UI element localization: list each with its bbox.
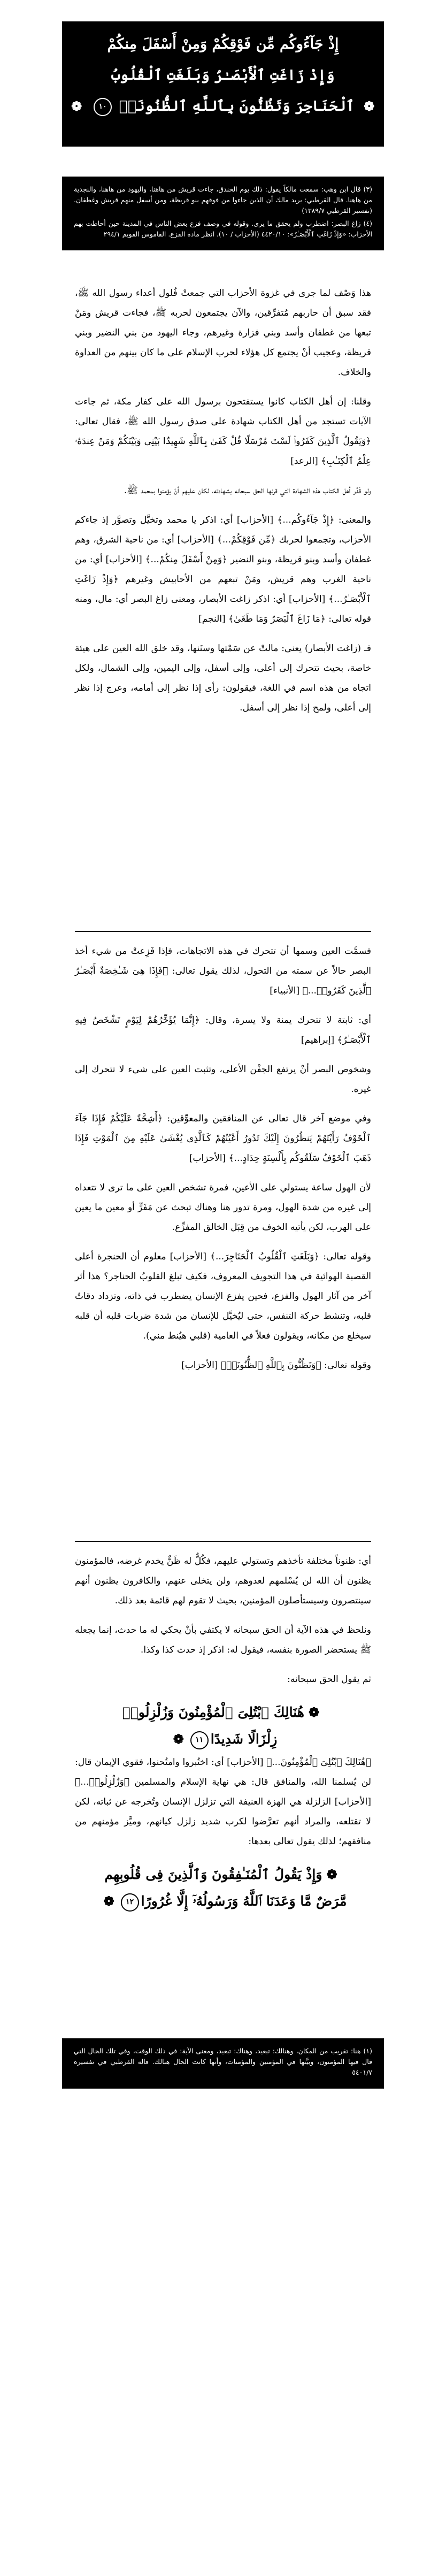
paragraph: أي: ظنوناً مختلفة تأخذهم وتستولي عليهم، فكُلٌّ له ظَنٌّ يخدم غرضه، فالمؤمنون يظنون أن الله لن يُسْلمهم لعدوهم، ولن يتخلى عنهم، والكافرون يظنون أنهم سينتصرون وسيستأصلون المؤمنين، بحيث لا تقوم لهم قائمة بعد ذلك. xyxy=(75,1556,371,1606)
paragraph: ثم يقول الحق سبحانه: xyxy=(287,1674,371,1685)
inline-verse-line xyxy=(75,1699,371,1726)
inline-verse-line-text: زِلْزَالًا شَدِيدًا xyxy=(210,1731,278,1747)
inline-verse-line-text: مَّرَضٌ مَّا وَعَدَنَا ٱللَّهُ وَرَسُولُهُۥٓ إِلَّا غُرُورًا xyxy=(141,1893,347,1909)
ornament-icon: ❁ xyxy=(71,98,82,114)
header-note-2: (٤) زاغ البصر: اضطرب ولم يحقق ما يرى. وقوله في وصف فزع بعض الناس في المدينة حين أحاطت بهم الأحزاب: «وَإِذْ زَاغَتِ ٱلْأَبْصَـٰرُ»: ٤٤٢٠/١٠ (الأحزاب / ١٠). انظر مادة الفزع. القاموس القويم ٢٩٤/١ xyxy=(74,219,372,238)
header-verse-line-1: إِذْ جَآءُوكُم مِّن فَوْقِكُمْ وَمِنْ أَسْفَلَ مِنكُمْ xyxy=(107,36,339,52)
header-verse-line-3-text: ٱلْحَنَاجِرَ وَتَظُنُّونَ بِٱللَّهِ ٱلظُّنُونَا۠ xyxy=(119,98,355,114)
ayah-number-badge: ١١ xyxy=(190,1731,209,1749)
paragraph: والمعنى: ﴿إِذْ جَآءُوكُم...﴾ [الأحزاب] أي: اذكر يا محمد وتخيَّل وتصوَّر إذ جاءكم الأحزاب، وتجمعوا لحربك ﴿مِّن فَوْقِكُمْ...﴾ [الأحزاب] أي: من ناحية الشرق، وهم غطفان وأسد وبنو قريظة، وبنو النضير ﴿وَمِنْ أَسْفَلَ مِنكُمْ...﴾ [الأحزاب] أي: من ناحية الغرب وهم قريش، ومَنْ تبعهم من الأحابيش وغيرهم ﴿وَإِذْ زَاغَتِ ٱلْأَبْصَـٰرُ...﴾ [الأحزاب] أي: اذكر زاغت الأبصار، ومعنى زاغ البصر أي: مال، ومنه قوله تعالى: ﴿مَا زَاغَ ٱلْبَصَرُ وَمَا طَغَىٰ﴾ [النجم] xyxy=(75,515,371,624)
paragraph: وقوله تعالى: ﴿وَتَظُنُّونَ بِٱللَّهِ ٱلظُّنُونَا۠﴾ [الأحزاب] xyxy=(181,1360,371,1371)
book-page xyxy=(62,0,384,2576)
commentary-section-1 xyxy=(62,284,384,728)
paragraph: وقلنا: إن أهل الكتاب كانوا يستفتحون برسول الله على كفار مكة، ثم جاءت الآيات تستجد من أهل الكتاب شهادة على صدق رسول الله ﷺ، فقال تعالى: ﴿وَيَقُولُ ٱلَّذِينَ كَفَرُوا۟ لَسْتَ مُرْسَلًا قُلْ كَفَىٰ بِٱللَّهِ شَهِيدًۢا بَيْنِى وَبَيْنَكُمْ وَمَنْ عِندَهُۥ عِلْمُ ٱلْكِتَـٰبِ﴾ [الرعد] xyxy=(75,396,371,467)
inline-verse-line-text: هُنَالِكَ ٱبْتُلِىَ ٱلْمُؤْمِنُونَ وَزُلْزِلُوا۟ xyxy=(122,1704,304,1720)
paragraph: ونلحظ في هذه الآية أن الحق سبحانه لا يكتفي بأنْ يحكي له ما حدث، إنما يجعله ﷺ يستحضر الصورة بنفسه، فيقول له: اذكر إذ حدث كذا وكذا. xyxy=(75,1625,371,1655)
ayah-number-badge: ١٢ xyxy=(121,1893,139,1912)
ornament-icon: ❁ xyxy=(103,1893,114,1909)
inline-verse-12 xyxy=(75,1861,371,1915)
inline-verse-11 xyxy=(75,1699,371,1753)
header-note-1: (٣) قال ابن وهب: سمعت مالكاً يقول: ذلك يوم الخندق، جاءت قريش من هاهنا، واليهود من هاهنا، والنجدية من هاهنا. قال القرطبي: يريد مالك أن الذين جاءوا من فوقهم بنو قريظة، ومن أسفل منهم قريش وغطفان. (تفسير القرطبي ١٣٨٩/٧) xyxy=(74,185,372,215)
page-divider xyxy=(75,931,371,932)
paragraph: وقوله تعالى: ﴿وَبَلَغَتِ ٱلْقُلُوبُ ٱلْحَنَاجِرَ...﴾ [الأحزاب] معلوم أن الحنجرة أعلى القصبة الهوائية في هذا التجويف المعروف، فكيف تبلغ القلوبُ الحناجر؟ هذا أثر آخر من آثار الهول والفزع، فحين يفزع الإنسان يضطرب في ذاته، وتزداد دقاتُ قلبه، وتنشط حركة التنفس، حتى ليُخيَّل للإنسان من شدة ضربات قلبه أن قلبه سيخلع من مكانه، ويقولون فعلاً في العامية (قلبي هيُنط مني). xyxy=(75,1251,371,1341)
inline-verse-line-text: وَإِذْ يَقُولُ ٱلْمُنَـٰفِقُونَ وَٱلَّذِينَ فِى قُلُوبِهِم xyxy=(104,1867,322,1882)
ayah-number-badge: ١٠ xyxy=(94,98,112,116)
header-verse-line-3 xyxy=(62,91,384,122)
ornament-icon: ❁ xyxy=(308,1704,320,1720)
paragraph: وشخوص البصر أنْ يرتفع الجفْن الأعلى، وتثبت العين على شيء لا تتحرك إلى غيره. xyxy=(75,1064,371,1095)
inline-verse-line xyxy=(75,1726,371,1753)
page-divider xyxy=(75,1541,371,1542)
ornament-icon: ❁ xyxy=(173,1731,184,1747)
footnote-text: (١) هنا: تقريب من المكان، وهنالك: تبعيد، وهناك: تبعيد، ومعنى الآية: في ذلك الوقت، وفي تلك الحال التي قال فيها المؤمنون، وبيَّنها في المؤمنين والمؤمنات، وأنها كانت الحال هنالك. قاله القرطبي في تفسيره ٥٤٠١/٧ xyxy=(74,2047,372,2076)
footnote-box xyxy=(62,2038,384,2089)
commentary-section-3 xyxy=(62,1551,384,1915)
paragraph: فـ (زاغت الأبصار) يعني: مالتْ عن سَمْتها وسنَنها، وقد خلق الله العين على هيئة خاصة، بحيث تتحرك إلى أعلى، وإلى أسفل، وإلى اليمين، وإلى الشمال، ولكل اتجاه من هذه اسم في اللغة، فيقولون: رأى إذا نظر إلى أمامه، وعرج إذا نظر إلى أعلى، ولمح إذا نظر إلى أسفل. xyxy=(75,643,371,713)
inline-verse-line xyxy=(75,1861,371,1888)
inline-verse-line xyxy=(75,1888,371,1915)
paragraph: ﴿هُنَالِكَ ٱبْتُلِىَ ٱلْمُؤْمِنُونَ...﴾ [الأحزاب] أي: اختُبروا وامتُحنوا، فقوي الإيمان قال: لن يُسلمنا الله، والمنافق قال: هي نهاية الإسلام والمسلمين ﴿وَزُلْزِلُوا۟...﴾ [الأحزاب] الزلزلة هي الهزة العنيفة التي تزلزل الإنسان وتُخرجه عن ثباته، لكن لا تقتلعه، والمراد أنهم تعرَّضوا لكرب شديد زلزل كيانهم، وميَّز مؤمنهم من منافقهم؛ لذلك يقول تعالى بعدها: xyxy=(75,1757,371,1847)
ornament-icon: ❁ xyxy=(326,1867,337,1882)
paragraph: وفي موضع آخر قال تعالى عن المنافقين والمعوِّقين: ﴿أَشِحَّةً عَلَيْكُمْ فَإِذَا جَآءَ ٱلْخَوْفُ رَأَيْتَهُمْ يَنظُرُونَ إِلَيْكَ تَدُورُ أَعْيُنُهُمْ كَٱلَّذِى يُغْشَىٰ عَلَيْهِ مِنَ ٱلْمَوْتِ فَإِذَا ذَهَبَ ٱلْخَوْفُ سَلَقُوكُم بِأَلْسِنَةٍ حِدَادٍ...﴾ [الأحزاب] xyxy=(75,1113,371,1164)
header-verse-line-2: وَإِذْ زَاغَتِ ٱلْأَبْصَـٰرُ وَبَلَغَتِ ٱلْقُلُوبُ xyxy=(111,67,335,83)
header-notes-box xyxy=(62,177,384,250)
paragraph: هذا وَصْف لما جرى في غزوة الأحزاب التي جمعتْ فُلول أعداء رسول الله ﷺ، فقد سبق أن حاربهم مُتفرِّقين، والآن يجتمعون لحربه ﷺ، فجاءت قريش ومَنْ تبعها من غطفان وأسد وبني فزارة وغيرهم، وجاء اليهود من بني النضير وبني قريظة، وعجيب أنْ يجتمع كل هؤلاء لحرب الإسلام على ما كان بينهم من العداوة والخلاف. xyxy=(75,288,371,378)
paragraph: أي: ثابتة لا تتحرك يمنة ولا يسرة، وقال: ﴿إِنَّمَا يُؤَخِّرُهُمْ لِيَوْمٍ تَشْخَصُ فِيهِ ٱلْأَبْصَـٰرُ﴾ [إبراهيم] xyxy=(75,1015,371,1045)
header-verse-box xyxy=(62,21,384,147)
paragraph: فسمَّت العين وسمها أن تتحرك في هذه الاتجاهات، فإذا فَزِعتْ من شيء أخذ البصر حالاً عن سمته من التحول، لذلك يقول تعالى: ﴿فَإِذَا هِىَ شَـٰخِصَةٌ أَبْصَـٰرُ ٱلَّذِينَ كَفَرُوا۟...﴾ [الأنبياء] xyxy=(75,946,371,996)
commentary-section-2 xyxy=(62,942,384,1385)
ornament-icon: ❁ xyxy=(364,98,375,114)
paragraph: لأن الهول ساعة يستولي على الأعين، فمرة تشخص العين على ما ترى لا تتعداه إلى غيره من شدة الهول، ومرة تدور هنا وهناك تبحث عن مَفَرٍّ أو معين ما يعين على الهرب، لكن يأتيه الخوف من قِبَل الخالق المفزِّع. xyxy=(75,1182,371,1233)
paragraph: ولو قَدَّر أهل الكتاب هذه الشهادة التي قرنها الحق سبحانه بشهادته، لكان عليهم أنْ يؤمنوا بمحمد ﷺ. xyxy=(124,485,371,496)
